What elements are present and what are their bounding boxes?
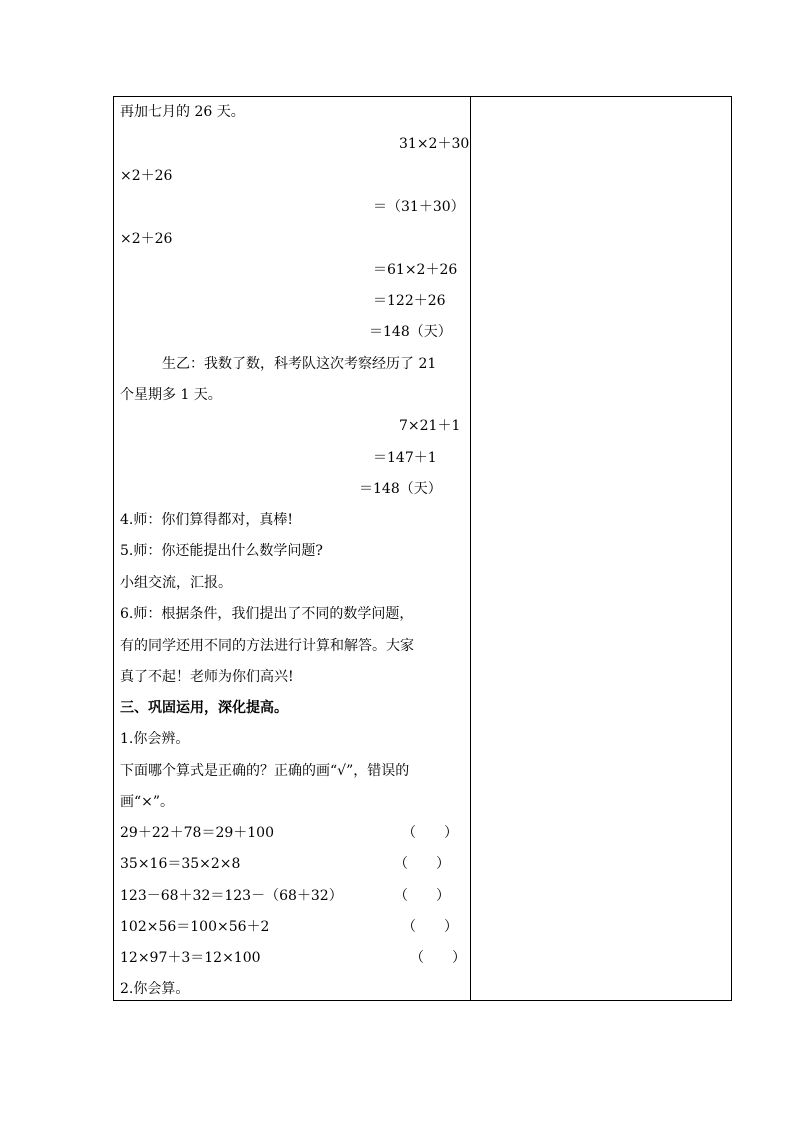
equation-line: ＝（31＋30） <box>373 199 465 215</box>
section-heading: 三、巩固运用，深化提高。 <box>120 700 288 716</box>
text-line: 6.师：根据条件，我们提出了不同的数学问题， <box>120 606 414 622</box>
lesson-table <box>113 96 732 1001</box>
equation-line: ＝147＋1 <box>373 450 437 466</box>
text-line: 有的同学还用不同的方法进行计算和解答。大家 <box>120 638 414 654</box>
equation-line: ＝148（天） <box>369 324 452 340</box>
text-line: 个星期多 1 天。 <box>120 387 222 403</box>
answer-blank: （ ） <box>410 950 466 966</box>
equation-line: 31×2＋30 <box>399 136 470 152</box>
text-line: 画“×”。 <box>120 794 175 810</box>
answer-blank: （ ） <box>402 919 458 935</box>
text-line: 2.你会算。 <box>120 981 190 997</box>
answer-blank: （ ） <box>394 856 450 872</box>
lesson-content-cell <box>114 97 470 1000</box>
equation-line: ＝61×2＋26 <box>373 262 458 278</box>
text-line: 4.师：你们算得都对，真棒! <box>120 512 293 528</box>
equation-line: ＝122＋26 <box>373 293 446 309</box>
exercise-equation: 123－68＋32＝123－（68＋32） <box>120 888 343 904</box>
notes-cell <box>471 97 731 1000</box>
answer-blank: （ ） <box>394 888 450 904</box>
text-line: 1.你会辨。 <box>120 731 190 747</box>
equation-line: ×2＋26 <box>120 168 173 184</box>
exercise-equation: 102×56＝100×56＋2 <box>120 919 270 935</box>
equation-line: ×2＋26 <box>120 231 173 247</box>
text-line: 5.师：你还能提出什么数学问题? <box>120 543 323 559</box>
equation-line: 7×21＋1 <box>399 418 461 434</box>
exercise-equation: 12×97＋3＝12×100 <box>120 950 261 966</box>
answer-blank: （ ） <box>402 825 458 841</box>
text-line: 再加七月的 26 天。 <box>120 104 245 120</box>
exercise-equation: 35×16＝35×2×8 <box>120 856 241 872</box>
text-line: 小组交流，汇报。 <box>120 575 232 591</box>
exercise-equation: 29＋22＋78＝29＋100 <box>120 825 274 841</box>
text-line: 生乙：我数了数，科考队这次考察经历了 21 <box>162 356 437 372</box>
text-line: 真了不起！老师为你们高兴! <box>120 669 294 685</box>
equation-line: ＝148（天） <box>359 481 442 497</box>
text-line: 下面哪个算式是正确的？正确的画“√”，错误的 <box>120 763 410 779</box>
